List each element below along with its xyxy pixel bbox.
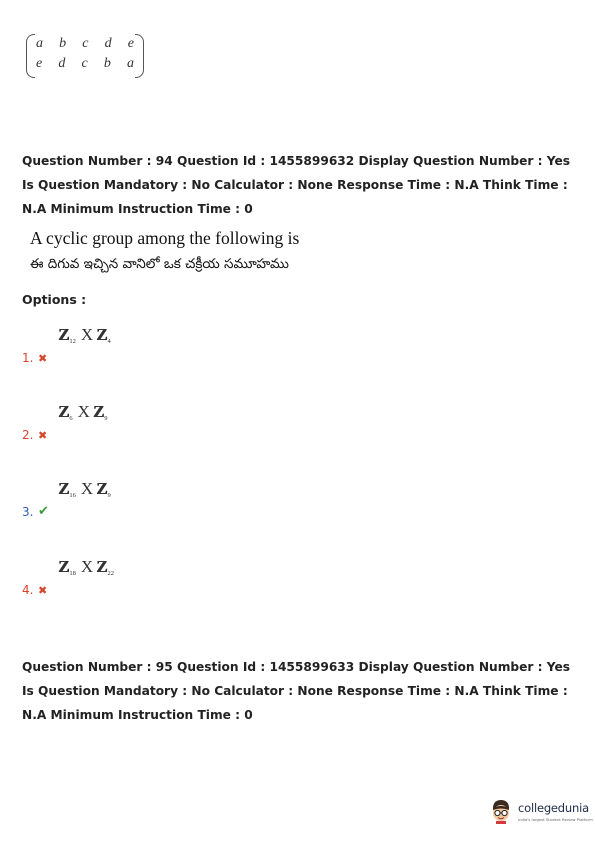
matrix-cell: a (127, 56, 134, 71)
permutation-matrix (26, 34, 144, 78)
option-number: 3. (22, 505, 34, 519)
option-expression: $Z_{16}$ X $Z_9$ (58, 479, 111, 499)
left-parenthesis (26, 34, 35, 78)
matrix-cell: d (58, 56, 66, 71)
question-94-text-telugu: ఈ దిగువ ఇచ్చిన వానిలో ఒక చక్రీయ సమూహము (30, 256, 289, 272)
option-number: 2. (22, 428, 34, 442)
matrix-cell: b (59, 36, 67, 51)
wrong-mark-icon: ✖ (38, 429, 48, 442)
option-expression: $Z_{18}$ X $Z_{22}$ (58, 557, 114, 577)
matrix-cell: a (36, 36, 43, 51)
option-number: 4. (22, 583, 34, 597)
wrong-mark-icon: ✖ (38, 584, 48, 597)
option-number: 1. (22, 351, 34, 365)
collegedunia-logo (488, 796, 593, 830)
option-expression: $Z_{12}$ X $Z_4$ (58, 325, 111, 345)
right-parenthesis (135, 34, 144, 78)
matrix-cell: b (103, 56, 111, 71)
logo-brand-text: collegedunia (518, 801, 589, 815)
check-mark-icon: ✔ (38, 504, 49, 519)
matrix-row-2 (36, 56, 134, 72)
options-label: Options : (22, 292, 87, 307)
option-expression: $Z_6$ X $Z_9$ (58, 402, 108, 422)
matrix-cell: c (82, 36, 89, 51)
matrix-cell: c (81, 56, 88, 71)
question-95-meta: Question Number : 95 Question Id : 1455899633 Display Question Number : Yes Is Question Mandatory : No Calculator : None Response Time : N.A Think Time : N.A Minimum Instruction Time : 0 (22, 660, 571, 722)
logo-tagline: India's largest Student Review Platform (518, 817, 593, 822)
wrong-mark-icon: ✖ (38, 352, 48, 365)
matrix-cell: d (104, 36, 112, 51)
option-3[interactable] (22, 479, 322, 519)
option-2[interactable] (22, 402, 322, 442)
option-1[interactable] (22, 325, 322, 365)
mascot-face-icon (490, 798, 512, 824)
question-94-text-english: A cyclic group among the following is (30, 228, 300, 248)
matrix-cell: e (127, 36, 134, 51)
option-4[interactable] (22, 557, 322, 597)
question-94-meta: Question Number : 94 Question Id : 1455899632 Display Question Number : Yes Is Question Mandatory : No Calculator : None Response Time : N.A Think Time : N.A Minimum Instruction Time : 0 (22, 154, 571, 216)
matrix-cell: e (36, 56, 43, 71)
matrix-row-1 (36, 36, 134, 52)
